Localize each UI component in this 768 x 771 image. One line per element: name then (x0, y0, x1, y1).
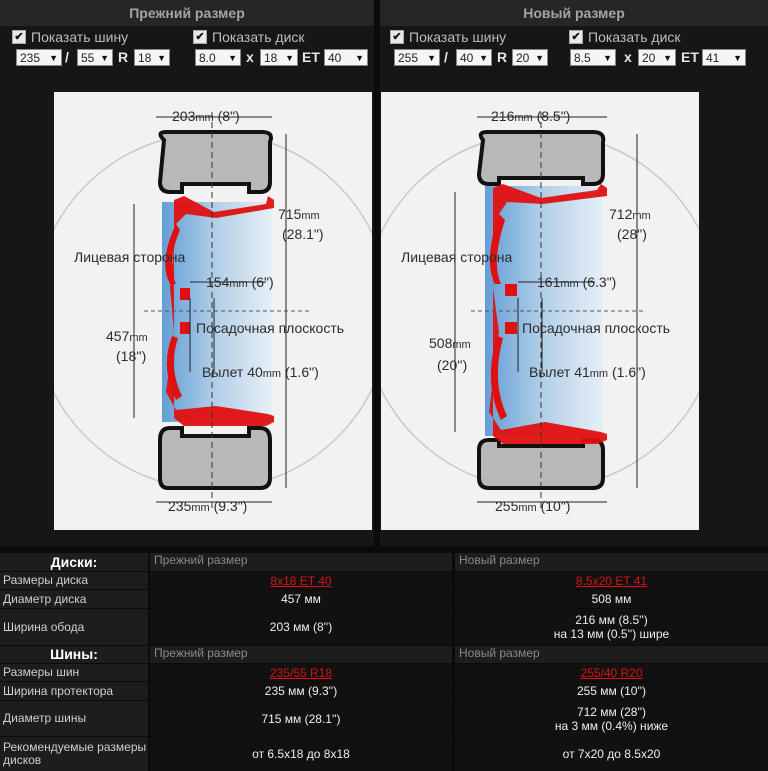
dropdown-arrow-icon: ▼ (663, 53, 672, 63)
old-size-panel: Прежний размер ✔ Показать шину ✔ Показать диск 235 ▼ / 55 ▼ R 18 ▼ 8.0 ▼ x 18 ▼ ET 40 ▼ (0, 0, 374, 546)
dropdown-arrow-icon: ▼ (228, 53, 237, 63)
mounting-surface-label: Посадочная плоскость (522, 320, 671, 336)
tire-size-old-link[interactable]: 235/55 R18 (269, 665, 333, 680)
hub-bore-label: 154mm (6") (206, 274, 274, 290)
old-wheel-drawing (54, 92, 372, 530)
offset-label: Вылет 40mm (1.6") (202, 364, 319, 380)
face-side-label: Лицевая сторона (74, 249, 186, 265)
dropdown-arrow-icon: ▼ (603, 53, 612, 63)
new-column-heading: Новый размер (455, 553, 768, 571)
disks-header-row (0, 553, 768, 571)
table-row: Размеры шин 235/55 R18 255/40 R20 (0, 664, 768, 681)
bottom-width-label: 235mm (9.3") (168, 498, 248, 514)
dropdown-arrow-icon: ▼ (157, 53, 166, 63)
specs-table (0, 553, 768, 771)
dropdown-arrow-icon: ▼ (479, 53, 488, 63)
old-column-heading: Прежний размер (150, 553, 452, 571)
new-size-title: Новый размер (380, 0, 768, 26)
rim-diameter-inch-label: (20'') (437, 357, 468, 373)
table-row: Диаметр шины 715 мм (28.1'') 712 мм (28'') на 3 мм (0.4%) ниже (0, 701, 768, 736)
dropdown-arrow-icon: ▼ (427, 53, 436, 63)
bottom-width-label: 255mm (10") (495, 498, 571, 514)
old-size-title: Прежний размер (0, 0, 374, 26)
rim-diameter-label: 508mm (429, 335, 471, 351)
show-tire-label: Показать шину (409, 29, 507, 45)
dropdown-arrow-icon: ▼ (355, 53, 364, 63)
tires-section-heading: Шины: (0, 646, 148, 663)
checkmark-icon: ✔ (569, 30, 583, 44)
top-width-label: 216mm (8.5") (491, 108, 571, 124)
mounting-surface-label: Посадочная плоскость (196, 320, 345, 336)
dropdown-arrow-icon: ▼ (535, 53, 544, 63)
tire-diameter-select[interactable]: 18 ▼ (134, 49, 170, 66)
dropdown-arrow-icon: ▼ (49, 53, 58, 63)
table-row: Ширина обода 203 мм (8'') 216 мм (8.5'') на 13 мм (0.5'') шире (0, 609, 768, 645)
disk-width-select[interactable]: 8.0 ▼ (195, 49, 241, 66)
tires-header-row: Шины: Прежний размер Новый размер (0, 646, 768, 663)
dropdown-arrow-icon: ▼ (100, 53, 109, 63)
rim-diameter-inch-label: (18'') (116, 348, 147, 364)
show-tire-label: Показать шину (31, 29, 129, 45)
tire-diameter-label: 715mm (278, 206, 320, 222)
show-disk-label: Показать диск (212, 29, 305, 45)
checkmark-icon: ✔ (193, 30, 207, 44)
show-tire-checkbox[interactable] (12, 29, 128, 45)
top-width-label: 203mm (8") (172, 108, 240, 124)
face-side-label: Лицевая сторона (401, 249, 513, 265)
table-row: Рекомендуемые размеры дисков от 6.5x18 до 8x18 от 7x20 до 8.5x20 (0, 737, 768, 771)
rim-diameter-label: 457mm (106, 328, 148, 344)
tire-profile-select[interactable]: 40 ▼ (456, 49, 492, 66)
disk-diameter-select[interactable]: 20 ▼ (638, 49, 676, 66)
tire-diameter-label: 712mm (609, 206, 651, 222)
checkmark-icon: ✔ (12, 30, 26, 44)
new-size-panel: Новый размер ✔ Показать шину ✔ Показать диск 255 ▼ / 40 ▼ R 20 ▼ 8.5 ▼ x 20 ▼ ET 41 ▼ (380, 0, 768, 546)
disk-et-select[interactable]: 41 ▼ (702, 49, 746, 66)
hub-bore-label: 161mm (6.3") (537, 274, 617, 290)
new-wheel-drawing (381, 92, 699, 530)
table-row: Размеры диска 8x18 ET 40 8.5x20 ET 41 (0, 572, 768, 589)
show-disk-checkbox[interactable] (193, 29, 305, 45)
disk-width-select[interactable]: 8.5 ▼ (570, 49, 616, 66)
disks-section-heading: Диски: (0, 553, 148, 571)
disk-size-old-link[interactable]: 8x18 ET 40 (270, 573, 332, 588)
tire-profile-select[interactable]: 55 ▼ (77, 49, 113, 66)
show-tire-checkbox[interactable] (390, 29, 506, 45)
dropdown-arrow-icon: ▼ (733, 53, 742, 63)
disk-et-select[interactable]: 40 ▼ (324, 49, 368, 66)
old-wheel-diagram (54, 92, 372, 530)
table-row: Диаметр диска 457 мм 508 мм (0, 590, 768, 608)
disk-size-new-link[interactable]: 8.5x20 ET 41 (575, 573, 648, 588)
tire-diameter-select[interactable]: 20 ▼ (512, 49, 548, 66)
new-wheel-diagram (381, 92, 699, 530)
tire-diameter-inch-label: (28.1") (282, 226, 324, 242)
disk-diameter-select[interactable]: 18 ▼ (260, 49, 298, 66)
tire-width-select[interactable]: 255 ▼ (394, 49, 440, 66)
show-disk-checkbox[interactable] (569, 29, 681, 45)
tire-width-select[interactable]: 235 ▼ (16, 49, 62, 66)
dropdown-arrow-icon: ▼ (285, 53, 294, 63)
tire-size-new-link[interactable]: 255/40 R20 (580, 665, 643, 680)
show-disk-label: Показать диск (588, 29, 681, 45)
checkmark-icon: ✔ (390, 30, 404, 44)
table-row: Ширина протектора 235 мм (9.3'') 255 мм (10'') (0, 682, 768, 700)
offset-label: Вылет 41mm (1.6") (529, 364, 646, 380)
tire-diameter-inch-label: (28") (617, 226, 647, 242)
